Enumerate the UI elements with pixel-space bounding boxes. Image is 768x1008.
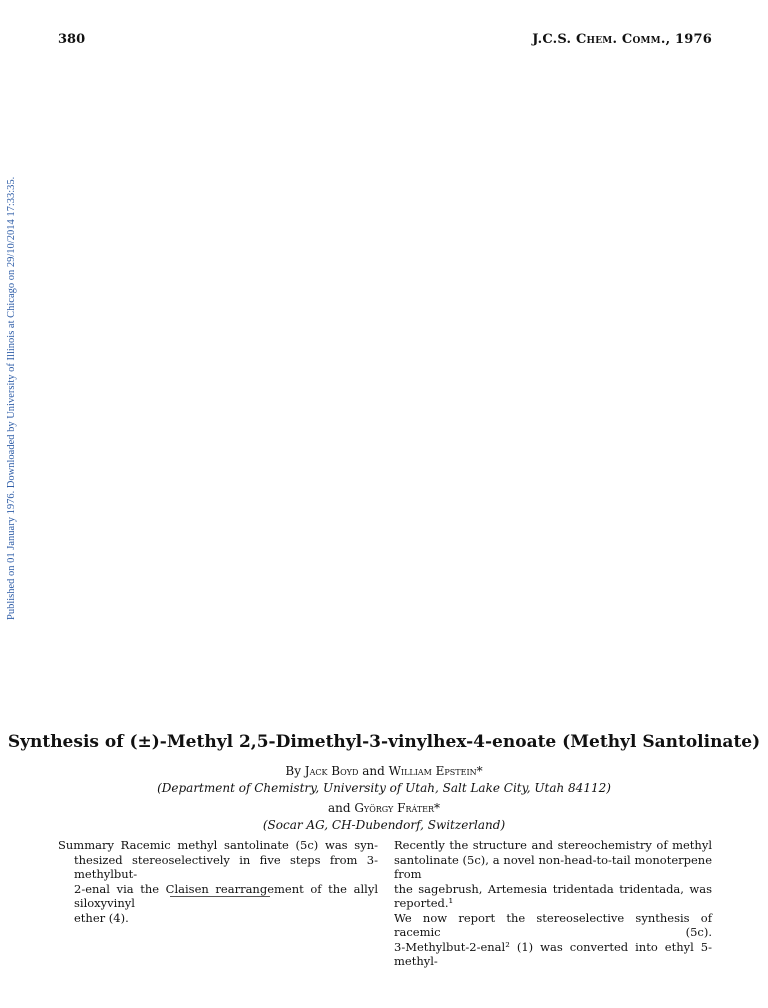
journal-year: , 1976 <box>665 32 712 47</box>
download-watermark-text[interactable]: Published on 01 January 1976. Downloaded by University of Illinois at Chicago on 29/10/2014 17:33:35. <box>6 176 17 620</box>
journal-name: Chem. Comm. <box>576 32 666 47</box>
affiliation-socar: (Socar AG, CH-Dubendorf, Switzerland) <box>262 818 506 832</box>
journal-prefix: J.C.S. <box>532 32 576 47</box>
body-line-5: 3-Methylbut-2-enal² (1) was converted into ethyl 5-methyl- <box>394 939 712 968</box>
by-label: By <box>285 764 305 778</box>
author-epstein: William Epstein* <box>388 764 483 778</box>
page-number: 380 <box>58 32 86 47</box>
and-label-2: and <box>327 801 355 815</box>
summary-line-4: ether (4). <box>74 910 129 925</box>
journal-header <box>532 32 712 47</box>
author-line-2 <box>0 801 768 815</box>
body-line-4: We now report the stereoselective synthesis of racemic (5c). <box>394 910 712 939</box>
summary-column <box>58 838 378 925</box>
and-label: and <box>358 764 389 778</box>
author-line-1 <box>0 764 768 778</box>
summary-line-1: Summary Racemic methyl santolinate (5c) was syn- <box>58 838 378 852</box>
body-line-1: Recently the structure and stereochemistry of methyl <box>394 838 712 852</box>
body-line-3: the sagebrush, Artemesia tridentada tridentada, was reported.¹ <box>394 881 712 910</box>
article-title: Synthesis of (±)-Methyl 2,5-Dimethyl-3-vinylhex-4-enoate (Methyl Santolinate) <box>7 732 761 752</box>
summary-line-2: thesized stereoselectively in five steps from 3-methylbut- <box>74 852 378 881</box>
body-line-2: santolinate (5c), a novel non-head-to-tail monoterpene from <box>394 852 712 881</box>
download-watermark <box>6 176 17 621</box>
author-boyd: Jack Boyd <box>304 764 359 778</box>
body-column <box>394 838 712 969</box>
author-frater: György Fráter* <box>354 801 441 815</box>
affiliation-utah: (Department of Chemistry, University of Utah, Salt Lake City, Utah 84112) <box>157 781 611 795</box>
summary-divider <box>170 896 270 897</box>
summary-line-3: 2-enal via the Claisen rearrangement of the allyl siloxyvinyl <box>74 881 378 910</box>
